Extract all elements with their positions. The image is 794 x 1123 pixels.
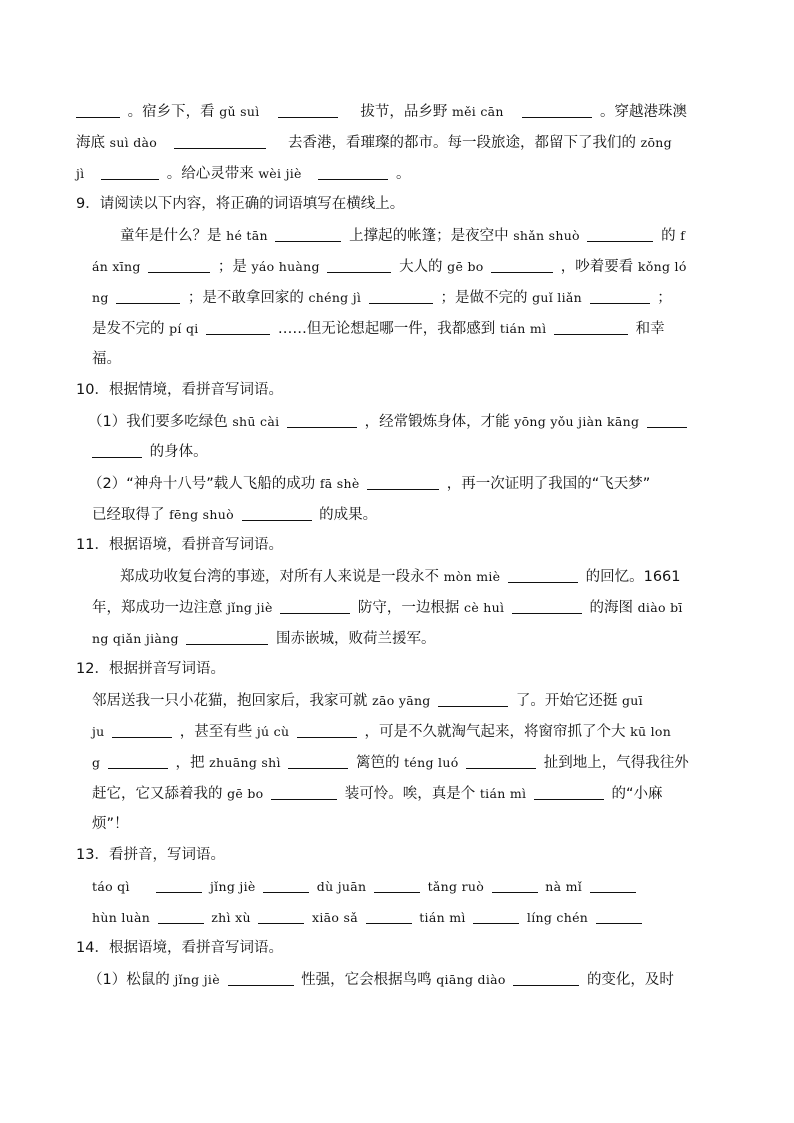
answer-blank[interactable] [148, 258, 210, 273]
answer-blank[interactable] [587, 227, 653, 242]
answer-blank[interactable] [590, 878, 636, 893]
q12-line-3: g ，把 zhuāng shì 篱笆的 téng luó 扯到地上，气得我往外 [92, 755, 689, 771]
pinyin: suì dào [109, 135, 158, 150]
answer-blank[interactable] [374, 878, 420, 893]
pinyin: pí qi [169, 321, 199, 336]
answer-blank[interactable] [366, 909, 412, 924]
answer-blank[interactable] [108, 754, 168, 769]
pinyin: g [92, 755, 101, 770]
q10-title: 10．根据情境，看拼音写词语。 [76, 382, 283, 398]
pinyin: jì [76, 166, 85, 181]
pinyin: tián mì [499, 321, 547, 336]
pinyin: měi cān [451, 104, 504, 119]
pinyin: jǐng jiè [174, 972, 220, 987]
answer-blank[interactable] [280, 599, 350, 614]
pinyin: f [680, 228, 686, 243]
pinyin: tǎng ruò [427, 879, 485, 894]
worksheet-page [76, 96, 724, 995]
pinyin: yáo huàng [251, 259, 320, 274]
answer-blank[interactable] [258, 909, 304, 924]
q9-line-2: án xīng ；是 yáo huàng 大人的 gē bo ，吵着要看 kǒng ló [92, 259, 687, 275]
answer-blank[interactable] [76, 103, 120, 118]
q9-title: 9．请阅读以下内容，将正确的词语填写在横线上。 [76, 196, 405, 212]
answer-blank[interactable] [288, 754, 348, 769]
q12-line-2: ju ，甚至有些 jú cù ，可是不久就淘气起来，将窗帘抓了个大 kū lon [92, 724, 672, 740]
pinyin: hùn luàn [92, 910, 151, 925]
answer-blank[interactable] [297, 723, 357, 738]
pinyin: nà mǐ [545, 879, 583, 894]
pinyin: jǐng jiè [227, 600, 273, 615]
pinyin: gē bo [227, 786, 264, 801]
q14-title: 14．根据语境，看拼音写词语。 [76, 940, 283, 956]
answer-blank[interactable] [647, 413, 687, 428]
q10-part2-line-2: 已经取得了 fēng shuò 的成果。 [92, 507, 378, 523]
answer-blank[interactable] [278, 103, 338, 118]
answer-blank[interactable] [242, 506, 312, 521]
pinyin: táo qì [92, 879, 130, 894]
pinyin: tián mì [479, 786, 527, 801]
answer-blank[interactable] [275, 227, 341, 242]
q8-line-1: 。宿乡下，看 gǔ suì 拔节，品乡野 měi cān 。穿越港珠澳 [76, 96, 724, 127]
pinyin: tián mì [419, 910, 466, 925]
answer-blank[interactable] [438, 692, 508, 707]
q9-line-5: 福。 [92, 351, 121, 367]
pinyin: shū cài [232, 414, 280, 429]
answer-blank[interactable] [554, 320, 628, 335]
q11-title: 11．根据语境，看拼音写词语。 [76, 537, 283, 553]
answer-blank[interactable] [596, 909, 642, 924]
pinyin: gǔ suì [219, 104, 260, 119]
pinyin: fā shè [319, 476, 360, 491]
pinyin: án xīng [92, 259, 141, 274]
pinyin: qiāng diào [436, 972, 506, 987]
answer-blank[interactable] [156, 878, 202, 893]
answer-blank[interactable] [466, 754, 536, 769]
pinyin: líng chén [526, 910, 589, 925]
answer-blank[interactable] [512, 599, 582, 614]
pinyin: wèi jiè [258, 166, 302, 181]
answer-blank[interactable] [522, 103, 592, 118]
q12-line-1: 邻居送我一只小花猫，抱回家后，我家可就 zāo yāng 了。开始它还挺 guī [92, 693, 643, 709]
q12-line-4: 赶它，它又舔着我的 gē bo 装可怜。唉，真是个 tián mì 的“小麻 [92, 786, 663, 802]
q11-line-3: ng qiǎn jiàng 围赤嵌城，败荷兰援军。 [92, 631, 436, 647]
answer-blank[interactable] [186, 630, 268, 645]
answer-blank[interactable] [271, 785, 337, 800]
q13-row-1 [76, 871, 724, 902]
pinyin: ng [92, 290, 109, 305]
pinyin: xiāo sǎ [312, 910, 358, 925]
q13-row-2 [76, 902, 724, 933]
answer-blank[interactable] [158, 909, 204, 924]
answer-blank[interactable] [369, 289, 433, 304]
pinyin: zhì xù [211, 910, 251, 925]
pinyin: téng luó [404, 755, 459, 770]
pinyin: ng qiǎn jiàng [92, 631, 179, 646]
answer-blank[interactable] [101, 165, 159, 180]
q11-line-1: 郑成功收复台湾的事迹，对所有人来说是一段永不 mòn miè 的回忆。1661 [120, 569, 681, 585]
pinyin: zāo yāng [372, 693, 431, 708]
pinyin: zhuāng shì [209, 755, 281, 770]
answer-blank[interactable] [491, 258, 553, 273]
pinyin: fēng shuò [169, 507, 234, 522]
pinyin: yōng yǒu jiàn kāng [514, 414, 640, 429]
pinyin: gē bo [447, 259, 484, 274]
pinyin: diào bī [637, 600, 683, 615]
q13-title: 13．看拼音，写词语。 [76, 847, 225, 863]
pinyin: guǐ liǎn [532, 290, 582, 305]
q11-line-2: 年，郑成功一边注意 jǐng jiè 防守，一边根据 cè huì 的海图 diào bī [92, 600, 683, 616]
pinyin: kǒng ló [637, 259, 687, 274]
q12-line-5: 烦”！ [92, 816, 129, 832]
answer-blank[interactable] [534, 785, 604, 800]
q10-part1-line-1: （1）我们要多吃绿色 shū cài ，经常锻炼身体，才能 yōng yǒu jiàn kāng [76, 406, 724, 437]
pinyin: jǐng jiè [210, 879, 256, 894]
answer-blank[interactable] [287, 413, 357, 428]
pinyin: ju [92, 724, 105, 739]
pinyin: guī [621, 693, 643, 708]
answer-blank[interactable] [508, 568, 578, 583]
q9-line-1: 童年是什么？是 hé tān 上撑起的帐篷；是夜空中 shǎn shuò 的 f [120, 228, 686, 244]
answer-blank[interactable] [513, 971, 579, 986]
answer-blank[interactable] [206, 320, 270, 335]
answer-blank[interactable] [590, 289, 650, 304]
q14-part1-line-1: （1）松鼠的 jǐng jiè 性强，它会根据鸟鸣 qiāng diào 的变化，及时 [88, 972, 674, 988]
pinyin: dù juān [316, 879, 367, 894]
answer-blank[interactable] [116, 289, 180, 304]
answer-blank[interactable] [327, 258, 391, 273]
answer-blank[interactable] [318, 165, 388, 180]
pinyin: hé tān [226, 228, 268, 243]
answer-blank[interactable] [473, 909, 519, 924]
q10-part1-line-2: 的身体。 [76, 437, 724, 468]
pinyin: cè huì [464, 600, 505, 615]
q12-title: 12．根据拼音写词语。 [76, 661, 225, 677]
q8-line-3: jì 。给心灵带来 wèi jiè 。 [76, 166, 411, 182]
pinyin: mòn miè [443, 569, 501, 584]
answer-blank[interactable] [174, 134, 266, 149]
pinyin: zōng [640, 135, 672, 150]
pinyin: jú cù [256, 724, 290, 739]
answer-blank[interactable] [228, 971, 294, 986]
q9-line-3: ng ；是不敢拿回家的 chéng jì ；是做不完的 guǐ liǎn ； [92, 290, 672, 306]
q8-line-2: 海底 suì dào 去香港，看璀璨的都市。每一段旅途，都留下了我们的 zōng [76, 135, 672, 151]
answer-blank[interactable] [112, 723, 172, 738]
pinyin: chéng jì [308, 290, 362, 305]
q9-line-4: 是发不完的 pí qi ……但无论想起哪一件，我都感到 tián mì 和幸 [92, 321, 665, 337]
answer-blank[interactable] [367, 475, 439, 490]
answer-blank[interactable] [263, 878, 309, 893]
answer-blank[interactable] [492, 878, 538, 893]
pinyin: shǎn shuò [513, 228, 580, 243]
q10-part2-line-1: （2）“神舟十八号”载人飞船的成功 fā shè ，再一次证明了我国的“飞天梦” [88, 476, 651, 492]
pinyin: kū lon [630, 724, 672, 739]
answer-blank[interactable] [92, 443, 142, 458]
